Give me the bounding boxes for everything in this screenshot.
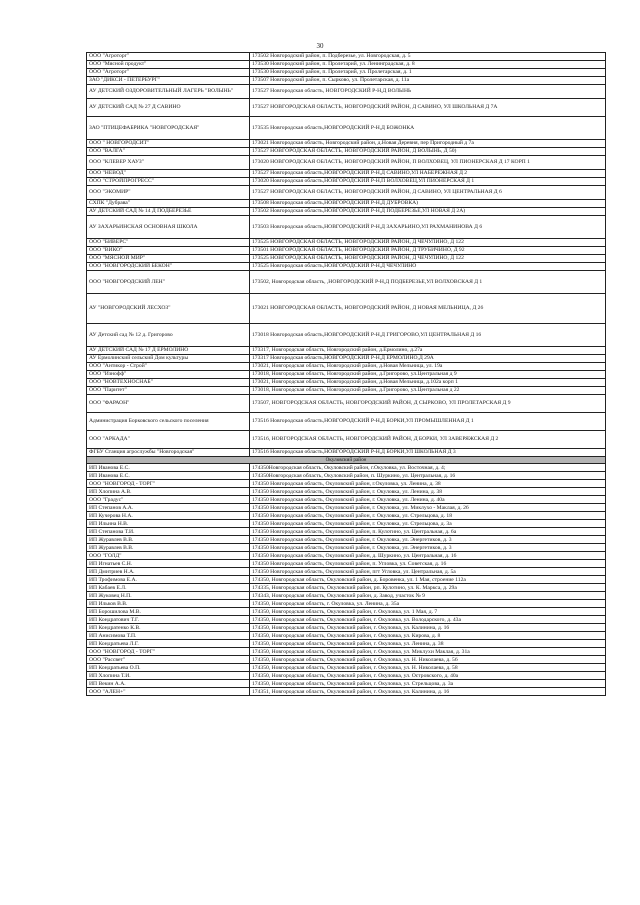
organization-address: 173317 Новгородская область,НОВГОРОДСКИЙ Р-Н,Д ЕРМОЛИНО,Д 29А xyxy=(250,355,606,363)
table-row xyxy=(87,496,606,504)
organization-name: ИП Кабаев Е.Л. xyxy=(87,584,250,592)
organization-name: ИП Анисимова Т.П. xyxy=(87,632,250,640)
organization-name: ООО "КЛЕВЕР ХАУЗ" xyxy=(87,156,250,170)
table-row xyxy=(87,592,606,600)
organization-address: 174350 Новгородская область, Окуловский район, г. Окуловка, ул. Стрельцова, д. 18 xyxy=(250,512,606,520)
table-row xyxy=(87,648,606,656)
organization-name: ИП Векин А.А. xyxy=(87,680,250,688)
organization-name: ИП Степанова Т.И. xyxy=(87,528,250,536)
organization-name: ООО "ГОЛД" xyxy=(87,552,250,560)
organization-name: ИП Кондратьева Л.Г. xyxy=(87,640,250,648)
table-row xyxy=(87,178,606,186)
table-row xyxy=(87,363,606,371)
table-row xyxy=(87,148,606,156)
organization-name: ООО "ЭКОМИР" xyxy=(87,186,250,200)
organization-name: АУ ДЕТСКИЙ ОЗДОРОВИТЕЛЬНЫЙ ЛАГЕРЬ "ВОЛЫНЬ" xyxy=(87,85,250,99)
organization-address: 173508 Новгородская область,НОВГОРОДСКИЙ Р-Н,Д ДУБРОВКА) xyxy=(250,200,606,208)
table-row xyxy=(87,355,606,363)
table-row xyxy=(87,294,606,324)
organization-name: ИП Иванова Е.С. xyxy=(87,464,250,472)
organization-address: 174350 Новгородская область, Окуловский район, г. Окуловка, ул. Ленина, д. 38 xyxy=(250,488,606,496)
table-row xyxy=(87,140,606,148)
table-row xyxy=(87,680,606,688)
organization-address: 173525 НОВГОРОДСКАЯ ОБЛАСТЬ, НОВГОРОДСКИЙ РАЙОН, Д ЧЕЧУЛИНО, Д 122 xyxy=(250,239,606,247)
table-row xyxy=(87,472,606,480)
organization-name: ИП Дмитриев Н.А. xyxy=(87,568,250,576)
table-row xyxy=(87,387,606,395)
organization-address: 174350 Новгородская область, Окуловский район, д. Шуркино, ул. Центральная, д. 16 xyxy=(250,552,606,560)
page-number: 30 xyxy=(316,42,324,50)
table-body xyxy=(87,53,606,696)
section-title: Окуловский район xyxy=(87,457,606,464)
table-row xyxy=(87,576,606,584)
table-row xyxy=(87,395,606,413)
organization-name: ООО "Рассвет" xyxy=(87,656,250,664)
organization-name: ООО "НОВГОРОД - ТОРГ" xyxy=(87,648,250,656)
organization-name: АУ Ермолинский сельский Дом культуры xyxy=(87,355,250,363)
table-row xyxy=(87,536,606,544)
organization-address: 174350, Новгородская область, Окуловский район, г. Окуловка, ул. Стрельцова, д. 3а xyxy=(250,680,606,688)
table-row xyxy=(87,271,606,294)
organization-name: ООО "Изнофф" xyxy=(87,371,250,379)
organization-address: 173502, Новгородская область, ,НОВГОРОДСКИЙ Р-Н,Д ПОДБЕРЕЗЬЕ,УЛ ВОЛХОВСКАЯ Д 1 xyxy=(250,271,606,294)
table-row xyxy=(87,464,606,472)
organization-address: 174350, Новгородская область, Окуловский район, г. Окуловка, ул. Калинина, д. 16 xyxy=(250,624,606,632)
organization-address: 174350 Новгородская область, Окуловский район, г. Окуловка, ул. Энергетиков, д. 3 xyxy=(250,544,606,552)
table-row xyxy=(87,200,606,208)
organization-name: ИП Трофимова Е.А. xyxy=(87,576,250,584)
table-row xyxy=(87,568,606,576)
table-row xyxy=(87,239,606,247)
organization-name: ООО "Градус" xyxy=(87,496,250,504)
organization-address: 174350, Новгородская область, Окуловский район, г. Окуловка, ул. Островского, д. 40а xyxy=(250,672,606,680)
organization-address: 174350 Новгородская область, Окуловский район, г.Окуловка, ул. Ленина, д. 38 xyxy=(250,480,606,488)
table-row xyxy=(87,170,606,178)
table-row xyxy=(87,552,606,560)
organization-address: 173018 Новгородская область,НОВГОРОДСКИЙ Р-Н,Д ГРИГОРОВО,УЛ ЦЕНТРАЛЬНАЯ Д 16 xyxy=(250,324,606,347)
organization-address: 174350 Новгородская область, Окуловский район, п. Угловка, ул. Советская, д. 16 xyxy=(250,560,606,568)
organization-address: 173503 Новгородская область,НОВГОРОДСКИЙ Р-Н,Д ЗАХАРЬИНО,УЛ РАХМАНИНОВА Д 6 xyxy=(250,216,606,239)
organization-address: 173516 Новгородская область,НОВГОРОДСКИЙ Р-Н,Д БОРКИ,УЛ ПРОМЫШЛЕННАЯ Д 1 xyxy=(250,413,606,431)
organization-name: АУ ЗАХАРЬИНСКАЯ ОСНОВНАЯ ШКОЛА xyxy=(87,216,250,239)
organization-address: 174350, Новгородская область, Окуловский район, г. Окуловка, ул. 1 Мая, д. 7 xyxy=(250,608,606,616)
organization-address: 174350, Новгородская область, Окуловский район, г. Окуловка, ул. Володарского, д. 43а xyxy=(250,616,606,624)
organization-address: 173530 Новгородский район, п. Пролетарий, ул. Ленинградская, д. 8 xyxy=(250,61,606,69)
organization-name: ИП Борошилова М.В. xyxy=(87,608,250,616)
organization-name: ООО "МЯСНОЙ МИР" xyxy=(87,255,250,263)
organization-address: 173530 Новгородский район, п. Пролетарий, ул. Пролетарская, д. 1 xyxy=(250,69,606,77)
table-row xyxy=(87,624,606,632)
organization-address: 174350 Новгородская область, Окуловский район, г. Окуловка, ул. Энергетиков, д. 3 xyxy=(250,536,606,544)
organization-name: Администрация Борковского сельского поселения xyxy=(87,413,250,431)
organization-address: 174350Новгородская область, Окуловский район, г.Окуловка, ул. Восточная, д. 4; xyxy=(250,464,606,472)
table-row xyxy=(87,61,606,69)
organization-address: 173535 Новгородская область,НОВГОРОДСКИЙ Р-Н,Д БОЖОНКА xyxy=(250,117,606,140)
table-row xyxy=(87,117,606,140)
table-row xyxy=(87,216,606,239)
table-row xyxy=(87,263,606,271)
table-row xyxy=(87,560,606,568)
table-row xyxy=(87,449,606,457)
organization-address: 173516, НОВГОРОДСКАЯ ОБЛАСТЬ, НОВГОРОДСКИЙ РАЙОН, Д БОРКИ, УЛ ЗАВЕРЯЖСКАЯ Д 2 xyxy=(250,431,606,449)
organization-name: ИП Кондратович Т.Г. xyxy=(87,616,250,624)
organization-name: ООО "НОВГОРОДСКИЙ ЛЕН" xyxy=(87,271,250,294)
organization-name: ИП Степанов А.А. xyxy=(87,504,250,512)
organization-name: ООО "Паритет" xyxy=(87,387,250,395)
organization-name: ООО "ВАЛГА" xyxy=(87,148,250,156)
table-row xyxy=(87,255,606,263)
organization-name: ООО "Мясной продукт" xyxy=(87,61,250,69)
organization-name: ООО "Агроторг" xyxy=(87,69,250,77)
organization-name: СХПК "Дубрава" xyxy=(87,200,250,208)
organization-address: 173021, Новгородская область, Новгородский район, д.Новая Мельница, д.102а корп 1 xyxy=(250,379,606,387)
table-row xyxy=(87,379,606,387)
organization-address: 173516 Новгородская область,НОВГОРОДСКИЙ Р-Н,Д БОРКИ,УЛ ШКОЛЬНАЯ Д 3 xyxy=(250,449,606,457)
organization-address: 174350, Новгородская область, Окуловский район, г. Окуловка, ул. Миклухи Маклая, д. 31а xyxy=(250,648,606,656)
table-row xyxy=(87,413,606,431)
organization-address: 174351, Новгородская область, Окуловский район, г. Окуловка, ул. Калинина, д. 16 xyxy=(250,688,606,696)
organization-address: 173527 НОВГОРОДСКАЯ ОБЛАСТЬ, НОВГОРОДСКИЙ РАЙОН, Д ВОЛЫНЬ, Д 50) xyxy=(250,148,606,156)
table-row xyxy=(87,156,606,170)
table-row xyxy=(87,688,606,696)
organization-name: ЗАО "ДИКСИ - ПЕТЕРБУРГ" xyxy=(87,77,250,85)
organization-address: 174335, Новгородская область, Окуловский район, рп. Кулотино, ул. К. Маркса, д. 29а xyxy=(250,584,606,592)
table-row xyxy=(87,544,606,552)
table-row xyxy=(87,504,606,512)
table-row xyxy=(87,69,606,77)
table-row xyxy=(87,608,606,616)
organization-name: ИП Игнатьев С.Н. xyxy=(87,560,250,568)
organization-address: 174350 Новгородская область, Окуловский район, п. Кулотино, ул. Центральная, д. 6а xyxy=(250,528,606,536)
organization-address: 174350, Новгородская область, Окуловский район, г. Окуловка, ул. Н. Николаева, д. 56 xyxy=(250,656,606,664)
organization-address: 174343, Новгородская область, Окуловский район, д. Завод, участок № 9 xyxy=(250,592,606,600)
organization-address: 174350, Новгородская область, г. Окуловка, ул. Ленина, д. 35а xyxy=(250,600,606,608)
table-row xyxy=(87,347,606,355)
organization-name: ООО "НОВГОРОДСКИЙ БЕКОН" xyxy=(87,263,250,271)
organization-address: 174350 Новгородская область, Окуловский район, г. Окуловка, ул. Миклухо - Маклая, д. 26 xyxy=(250,504,606,512)
organization-name: ИП Кондратенко К.В. xyxy=(87,624,250,632)
organization-address: 173020 Новгородская область,НОВГОРОДСКИЙ Р-Н,П ВОЛХОВЕЦ,УЛ ПИОНЕРСКАЯ Д 1 xyxy=(250,178,606,186)
table-row xyxy=(87,656,606,664)
organization-name: ООО "НОВТЕХНОСНАБ" xyxy=(87,379,250,387)
organization-address: 174350 Новгородская область, Окуловский район, г. Окуловка, ул. Ленина, д. 40а xyxy=(250,496,606,504)
organization-address: 173502 Новгородский район, п. Подберезье, ул. Новгородская, д. 5 xyxy=(250,53,606,61)
organization-address: 173501 НОВГОРОДСКАЯ ОБЛАСТЬ, НОВГОРОДСКИЙ РАЙОН, Д ТРУБИЧИНО, Д 92 xyxy=(250,247,606,255)
organization-name: ООО "ФАРАОН" xyxy=(87,395,250,413)
organization-address: 173021 НОВГОРОДСКАЯ ОБЛАСТЬ, НОВГОРОДСКИЙ РАЙОН, Д НОВАЯ МЕЛЬНИЦА, Д 26 xyxy=(250,294,606,324)
organization-name: АУ Детский сад № 12 д. Григорово xyxy=(87,324,250,347)
organization-address: 174350, Новгородская область, Окуловский район, г. Окуловка, ул. Кирова, д. 8 xyxy=(250,632,606,640)
table-row xyxy=(87,53,606,61)
table-row xyxy=(87,99,606,117)
organization-address: 173502 Новгородская область,НОВГОРОДСКИЙ Р-Н,Д ПОДБЕРЕЗЬЕ,УЛ НОВАЯ Д 2А) xyxy=(250,208,606,216)
organization-name: ИП Хлопина А.В. xyxy=(87,488,250,496)
table-row xyxy=(87,520,606,528)
organization-name: ЗАО "ПТИЦЕФАБРИКА "НОВГОРОДСКАЯ" xyxy=(87,117,250,140)
organization-address: 173021, Новгородская область, Новгородский район, д.Новая Мельница, ул. 19а xyxy=(250,363,606,371)
organization-name: ООО "АЛЕН+" xyxy=(87,688,250,696)
table-row xyxy=(87,512,606,520)
organization-name: ИП Хлопина Т.И. xyxy=(87,672,250,680)
organization-address: 173525 Новгородская область,НОВГОРОДСКИЙ Р-Н,Д ЧЕЧУЛИНО xyxy=(250,263,606,271)
table-row xyxy=(87,85,606,99)
table-row xyxy=(87,600,606,608)
organization-name: ИП Кучерова Н.А. xyxy=(87,512,250,520)
organization-name: АУ "НОВГОРОДСКИЙ ЛЕСХОЗ" xyxy=(87,294,250,324)
organization-name: ООО "НОВГОРОД - ТОРГ" xyxy=(87,480,250,488)
organization-name: АУ ДЕТСКИЙ САД № 17 Д ЕРМОЛИНО xyxy=(87,347,250,355)
organization-address: 174350, Новгородская область, Окуловский район, д. Боровенка, ул. 1 Мая, строение 112а xyxy=(250,576,606,584)
table-row xyxy=(87,616,606,624)
organization-address: 173020 НОВГОРОДСКАЯ ОБЛАСТЬ, НОВГОРОДСКИЙ РАЙОН, П ВОЛХОВЕЦ, УЛ ПИОНЕРСКАЯ Д 17 КОРП 1 xyxy=(250,156,606,170)
organization-address: 173317, Новгородская область, Новгородский район, д.Ермолино, д.27а xyxy=(250,347,606,355)
table-row xyxy=(87,488,606,496)
organization-address: 173527 Новгородская область, НОВГОРОДСКИЙ Р-Н,Д ВОЛЫНЬ xyxy=(250,85,606,99)
organizations-table xyxy=(86,52,606,696)
organization-address: 174350, Новгородская область, Окуловский район, г. Окуловка, ул. Ленина, д. 38 xyxy=(250,640,606,648)
organization-name: АУ ДЕТСКИЙ САД № 14 Д ПОДБЕРЕЗЬЕ xyxy=(87,208,250,216)
organization-address: 174350 Новгородская область, Окуловский район, г. Окуловка, ул. Стрельцова, д. 3а xyxy=(250,520,606,528)
organization-address: 173021 Новгородская область, Новгородский район, д.Новая Деревня, пер Пригородный д 7а xyxy=(250,140,606,148)
organization-address: 174350, Новгородская область, Окуловский район, г. Окуловка, ул. Н. Николаева, д. 58 xyxy=(250,664,606,672)
table-row xyxy=(87,664,606,672)
table-row xyxy=(87,528,606,536)
organization-address: 173525 НОВГОРОДСКАЯ ОБЛАСТЬ, НОВГОРОДСКИЙ РАЙОН, Д ЧЕЧУЛИНО, Д 122 xyxy=(250,255,606,263)
table-row xyxy=(87,371,606,379)
table-row xyxy=(87,480,606,488)
organization-address: 173527 НОВГОРОДСКАЯ ОБЛАСТЬ, НОВГОРОДСКИЙ РАЙОН, Д САВИНО, УЛ ЦЕНТРАЛЬНАЯ Д 6 xyxy=(250,186,606,200)
section-header-row xyxy=(87,457,606,464)
organization-address: 173507, НОВГОРОДСКАЯ ОБЛАСТЬ, НОВГОРОДСКИЙ РАЙОН, Д СЫРКОВО, УЛ ПРОЛЕТАРСКАЯ Д 9 xyxy=(250,395,606,413)
organization-name: ООО " НОВГОРОДСИТ" xyxy=(87,140,250,148)
table-row xyxy=(87,431,606,449)
organization-address: 173507 Новгородский район, п. Сырково, ул. Пролетарская, д. 11а xyxy=(250,77,606,85)
organization-address: 174350Новгородская область, Окуловский район, п. Шуркино, ул. Центральная, д. 16 xyxy=(250,472,606,480)
organization-name: ФГБУ Станция агрослужбы "Новгородская" xyxy=(87,449,250,457)
organization-address: 173527 Новгородская область,НОВГОРОДСКИЙ Р-Н,Д САВИНО,УЛ НАБЕРЕЖНАЯ Д 2 xyxy=(250,170,606,178)
organization-name: ИП Ильина Н.В. xyxy=(87,520,250,528)
organization-address: 173527 НОВГОРОДСКАЯ ОБЛАСТЬ, НОВГОРОДСКИЙ РАЙОН, Д САВИНО, УЛ ШКОЛЬНАЯ Д 7А xyxy=(250,99,606,117)
organization-address: 173018, Новгородская область, Новгородский район, д.Григорово, ул.Центральная д 22 xyxy=(250,387,606,395)
organization-name: ИП Журавлев В.В. xyxy=(87,536,250,544)
table-row xyxy=(87,247,606,255)
organization-name: ИП Иванова Е.С. xyxy=(87,472,250,480)
table-row xyxy=(87,672,606,680)
organization-name: ООО "СТРОЙПРОГРЕСС" xyxy=(87,178,250,186)
organization-name: ООО "БИВЕРС" xyxy=(87,239,250,247)
organization-name: ИП Жуковец Н.П. xyxy=(87,592,250,600)
table-row xyxy=(87,324,606,347)
organization-name: ООО "АРКАДА" xyxy=(87,431,250,449)
organization-name: ИП Кондратьева О.П. xyxy=(87,664,250,672)
table-row xyxy=(87,640,606,648)
organization-name: ООО "Агроторг" xyxy=(87,53,250,61)
organization-address: 174350 Новгородская область, Окуловский район, пгт Угловка, ул. Центральная, д. 5а xyxy=(250,568,606,576)
organization-name: АУ ДЕТСКИЙ САД № 27 Д САВИНО xyxy=(87,99,250,117)
table-row xyxy=(87,632,606,640)
table-row xyxy=(87,77,606,85)
table-row xyxy=(87,584,606,592)
organization-name: ООО "Антикор - Строй" xyxy=(87,363,250,371)
organization-name: ИП Журавлев В.В. xyxy=(87,544,250,552)
organization-name: ИП Ильков В.В. xyxy=(87,600,250,608)
table-row xyxy=(87,208,606,216)
organization-name: ООО "ВИКО" xyxy=(87,247,250,255)
organization-address: 173018, Новгородская область, Новгородский район, д.Григорово, ул.Центральная д 9 xyxy=(250,371,606,379)
organization-name: ООО "НЕВОД" xyxy=(87,170,250,178)
table-row xyxy=(87,186,606,200)
